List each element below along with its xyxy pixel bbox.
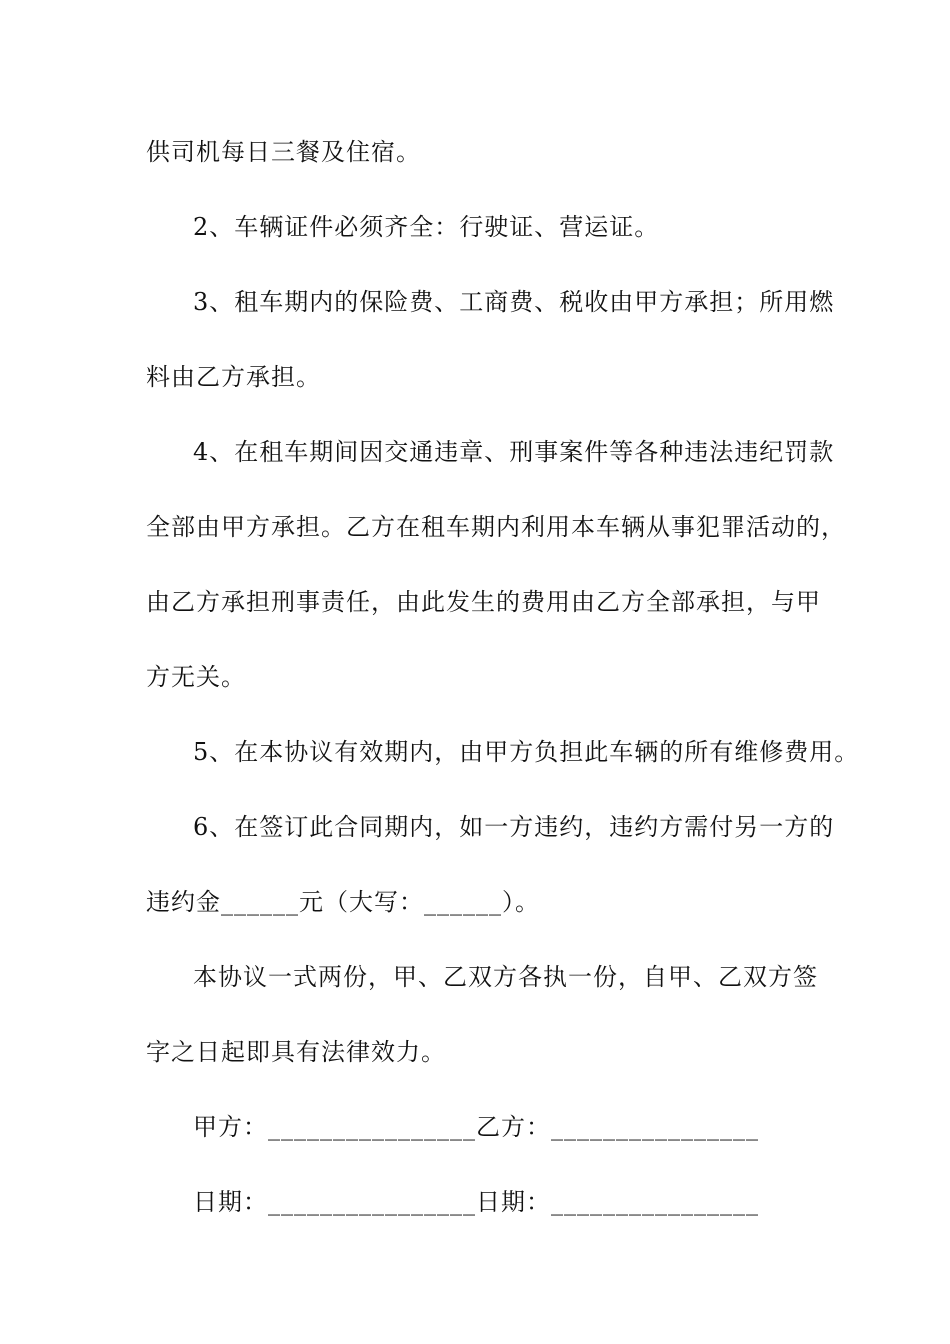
clause-2: 2、车辆证件必须齐全：行驶证、营运证。 <box>193 213 660 241</box>
clause-5: 5、在本协议有效期内，由甲方负担此车辆的所有维修费用。 <box>193 738 860 766</box>
clause-3-line-2: 料由乙方承担。 <box>146 363 321 391</box>
clause-4-line-3: 由乙方承担刑事责任，由此发生的费用由乙方全部承担，与甲 <box>146 588 821 616</box>
clause-3-line-1: 3、租车期内的保险费、工商费、税收由甲方承担；所用燃 <box>193 288 835 316</box>
clause-4-line-2: 全部由甲方承担。乙方在租车期内利用本车辆从事犯罪活动的， <box>146 513 846 541</box>
clause-6-line-1: 6、在签订此合同期内，如一方违约，违约方需付另一方的 <box>193 813 835 841</box>
clause-4-line-4: 方无关。 <box>146 663 246 691</box>
signature-party-line: 甲方：________________乙方：________________ <box>193 1113 759 1141</box>
signature-date-line: 日期：________________日期：________________ <box>193 1188 759 1216</box>
closing-line-2: 字之日起即具有法律效力。 <box>146 1038 446 1066</box>
text-line-1: 供司机每日三餐及住宿。 <box>146 138 421 166</box>
clause-4-line-1: 4、在租车期间因交通违章、刑事案件等各种违法违纪罚款 <box>193 438 835 466</box>
closing-line-1: 本协议一式两份，甲、乙双方各执一份，自甲、乙双方签 <box>193 963 818 991</box>
clause-6-line-2: 违约金______元（大写：______）。 <box>146 888 540 916</box>
